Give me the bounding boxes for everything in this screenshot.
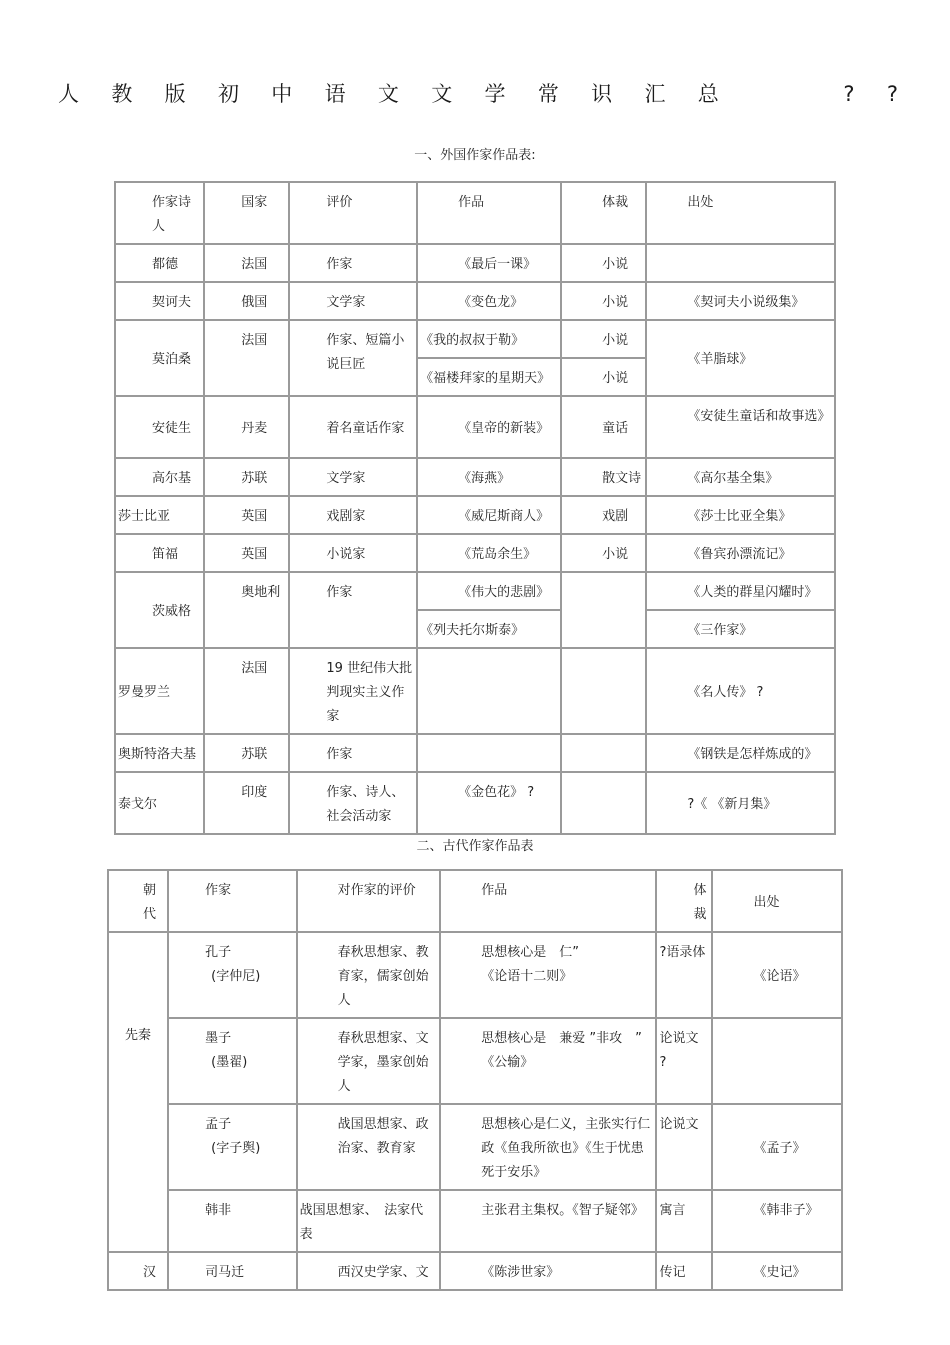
work-cell: 《皇帝的新装》	[418, 397, 560, 457]
title-char: 文	[431, 82, 453, 106]
table-row	[116, 459, 834, 495]
work-cell: 《荒岛余生》	[418, 535, 560, 571]
eval-cell: 作家、短篇小说巨匠	[290, 321, 416, 395]
table-row	[116, 535, 834, 571]
ancient-section-title: 二、古代作家作品表	[416, 839, 534, 854]
source-cell: 《名人传》 ?	[647, 649, 834, 733]
header-cell: 出处	[713, 871, 841, 931]
genre-cell: 小说	[562, 321, 645, 357]
eval-cell: 着名童话作家	[290, 397, 416, 457]
work-cell	[441, 933, 655, 1017]
page-title	[58, 80, 898, 108]
work-cell	[418, 735, 560, 771]
author-cell	[169, 933, 295, 1017]
genre-cell: 散文诗	[562, 459, 645, 495]
header-cell: 作家诗人	[116, 183, 203, 243]
genre-cell: 论说文	[657, 1105, 711, 1189]
header-cell: 体裁	[562, 183, 645, 243]
work-cell: 《威尼斯商人》	[418, 497, 560, 533]
source-cell: 《孟子》	[713, 1105, 841, 1189]
table-row	[116, 773, 834, 833]
genre-cell: 寓言	[657, 1191, 711, 1251]
header-cell: 评价	[290, 183, 416, 243]
genre-cell: 小说	[562, 535, 645, 571]
source-cell: 《三作家》	[647, 611, 834, 647]
header-cell: 作品	[441, 871, 655, 931]
author-cell: 莎士比亚	[116, 497, 203, 533]
author-cell: 韩非	[169, 1191, 295, 1251]
country-cell: 法国	[205, 245, 288, 281]
eval-cell: 西汉史学家、文	[298, 1253, 440, 1289]
title-char: 文	[377, 82, 399, 106]
country-cell: 苏联	[205, 735, 288, 771]
genre-cell: 小说	[562, 283, 645, 319]
author-name: 孟子	[205, 1117, 232, 1132]
author-cell: 泰戈尔	[116, 773, 203, 833]
genre-cell	[562, 573, 645, 647]
work-cell	[418, 649, 560, 733]
eval-cell: 作家、诗人、社会活动家	[290, 773, 416, 833]
table-row	[116, 245, 834, 281]
country-cell: 奥地利	[205, 573, 288, 647]
work-cell: 《金色花》 ?	[418, 773, 560, 833]
genre-cell: 传记	[657, 1253, 711, 1289]
author-cell: 罗曼罗兰	[116, 649, 203, 733]
author-cell: 笛福	[116, 535, 203, 571]
table-row	[109, 1253, 841, 1289]
ancient-authors-table	[107, 869, 843, 1291]
dynasty-cell: 先秦	[109, 933, 167, 1251]
source-cell: 《韩非子》	[713, 1191, 841, 1251]
source-cell: ?《 《新月集》	[647, 773, 834, 833]
source-cell: 《人类的群星闪耀时》	[647, 573, 834, 609]
author-cell	[169, 1105, 295, 1189]
dynasty-cell: 汉	[109, 1253, 167, 1289]
title-gap	[751, 80, 811, 108]
work-cell: 《列夫托尔斯泰》	[418, 611, 560, 647]
header-cell: 作家	[169, 871, 295, 931]
work-cell: 思想核心是仁义，主张实行仁政《鱼我所欲也》《生于忧患死于安乐》	[441, 1105, 655, 1189]
eval-cell: 文学家	[290, 283, 416, 319]
author-cell: 茨威格	[116, 573, 203, 647]
title-tail-char: ?	[886, 82, 898, 106]
eval-cell: 春秋思想家、文学家，墨家创始人	[298, 1019, 440, 1103]
title-char: 汇	[644, 82, 666, 106]
source-cell: 《安徒生童话和故事选》	[647, 397, 834, 457]
author-cell	[169, 1019, 295, 1103]
source-cell: 《莎士比亚全集》	[647, 497, 834, 533]
title-char: 版	[164, 82, 186, 106]
work-line: 《公输》	[481, 1055, 534, 1070]
table-header-row	[116, 183, 834, 243]
work-cell: 《陈涉世家》	[441, 1253, 655, 1289]
source-cell	[713, 1019, 841, 1103]
work-cell: 《伟大的悲剧》	[418, 573, 560, 609]
work-cell: 主张君主集权。《智子疑邻》	[441, 1191, 655, 1251]
work-cell: 《海燕》	[418, 459, 560, 495]
country-cell: 法国	[205, 649, 288, 733]
header-cell: 作品	[418, 183, 560, 243]
source-cell: 《契诃夫小说级集》	[647, 283, 834, 319]
foreign-section-title: 一、外国作家作品表:	[414, 148, 536, 163]
title-char: 总	[697, 82, 719, 106]
author-alias: (字仲尼)	[211, 969, 261, 984]
eval-cell: 文学家	[290, 459, 416, 495]
work-cell: 《变色龙》	[418, 283, 560, 319]
eval-cell: 戏剧家	[290, 497, 416, 533]
source-cell: 《鲁宾孙漂流记》	[647, 535, 834, 571]
country-cell: 俄国	[205, 283, 288, 319]
eval-cell: 作家	[290, 735, 416, 771]
table-row	[116, 735, 834, 771]
eval-cell: 19 世纪伟大批判现实主义作家	[290, 649, 416, 733]
title-tail-char: ?	[843, 82, 855, 106]
country-cell: 丹麦	[205, 397, 288, 457]
author-cell: 都德	[116, 245, 203, 281]
table-row	[109, 1019, 841, 1103]
table-row	[109, 1105, 841, 1189]
title-char: 语	[324, 82, 346, 106]
author-name: 孔子	[205, 945, 232, 960]
author-cell: 安徒生	[116, 397, 203, 457]
genre-cell	[562, 649, 645, 733]
table-row	[116, 321, 834, 357]
source-cell: 《羊脂球》	[647, 321, 834, 395]
work-cell: 《最后一课》	[418, 245, 560, 281]
work-cell	[441, 1019, 655, 1103]
eval-cell: 作家	[290, 573, 416, 647]
genre-cell: 小说	[562, 245, 645, 281]
author-cell: 契诃夫	[116, 283, 203, 319]
eval-cell: 战国思想家、 法家代表	[298, 1191, 440, 1251]
eval-cell: 战国思想家、政治家、教育家	[298, 1105, 440, 1189]
title-char: 常	[537, 82, 559, 106]
genre-cell: 小说	[562, 359, 645, 395]
author-name: 墨子	[205, 1031, 232, 1046]
table-row	[116, 649, 834, 733]
foreign-authors-table	[114, 181, 836, 835]
source-cell: 《高尔基全集》	[647, 459, 834, 495]
genre-cell	[562, 773, 645, 833]
author-cell: 高尔基	[116, 459, 203, 495]
genre-cell: 童话	[562, 397, 645, 457]
genre-cell	[562, 735, 645, 771]
genre-cell: 论说文 ?	[657, 1019, 711, 1103]
country-cell: 英国	[205, 497, 288, 533]
table-row	[116, 283, 834, 319]
source-cell	[647, 245, 834, 281]
author-alias: (字子舆)	[211, 1141, 261, 1156]
title-char: 教	[111, 82, 133, 106]
author-cell: 莫泊桑	[116, 321, 203, 395]
eval-cell: 小说家	[290, 535, 416, 571]
author-alias: (墨翟)	[211, 1055, 248, 1070]
work-line: 思想核心是 兼爱 ”非攻 ”	[481, 1031, 642, 1046]
title-char: 识	[591, 82, 613, 106]
work-cell: 《福楼拜家的星期天》	[418, 359, 560, 395]
title-char: 初	[217, 82, 239, 106]
work-line: 思想核心是 仁”	[481, 945, 580, 960]
work-line: 《论语十二则》	[481, 969, 573, 984]
header-cell: 朝代	[109, 871, 167, 931]
genre-cell: 戏剧	[562, 497, 645, 533]
author-cell: 奥斯特洛夫基	[116, 735, 203, 771]
country-cell: 苏联	[205, 459, 288, 495]
header-cell: 体裁	[657, 871, 711, 931]
author-cell: 司马迁	[169, 1253, 295, 1289]
eval-cell: 春秋思想家、教育家，儒家创始人	[298, 933, 440, 1017]
header-cell: 出处	[647, 183, 834, 243]
table-header-row	[109, 871, 841, 931]
country-cell: 印度	[205, 773, 288, 833]
table-row	[109, 1191, 841, 1251]
source-cell: 《钢铁是怎样炼成的》	[647, 735, 834, 771]
table-row	[116, 397, 834, 457]
source-cell: 《史记》	[713, 1253, 841, 1289]
header-cell: 国家	[205, 183, 288, 243]
table-row	[116, 573, 834, 609]
source-cell: 《论语》	[713, 933, 841, 1017]
header-cell: 对作家的评价	[298, 871, 440, 931]
genre-cell: ?语录体	[657, 933, 711, 1017]
title-char: 学	[484, 82, 506, 106]
eval-cell: 作家	[290, 245, 416, 281]
table-row	[116, 497, 834, 533]
work-cell: 《我的叔叔于勒》	[418, 321, 560, 357]
country-cell: 英国	[205, 535, 288, 571]
country-cell: 法国	[205, 321, 288, 395]
title-char: 人	[58, 82, 79, 106]
title-char: 中	[271, 82, 293, 106]
table-row	[109, 933, 841, 1017]
